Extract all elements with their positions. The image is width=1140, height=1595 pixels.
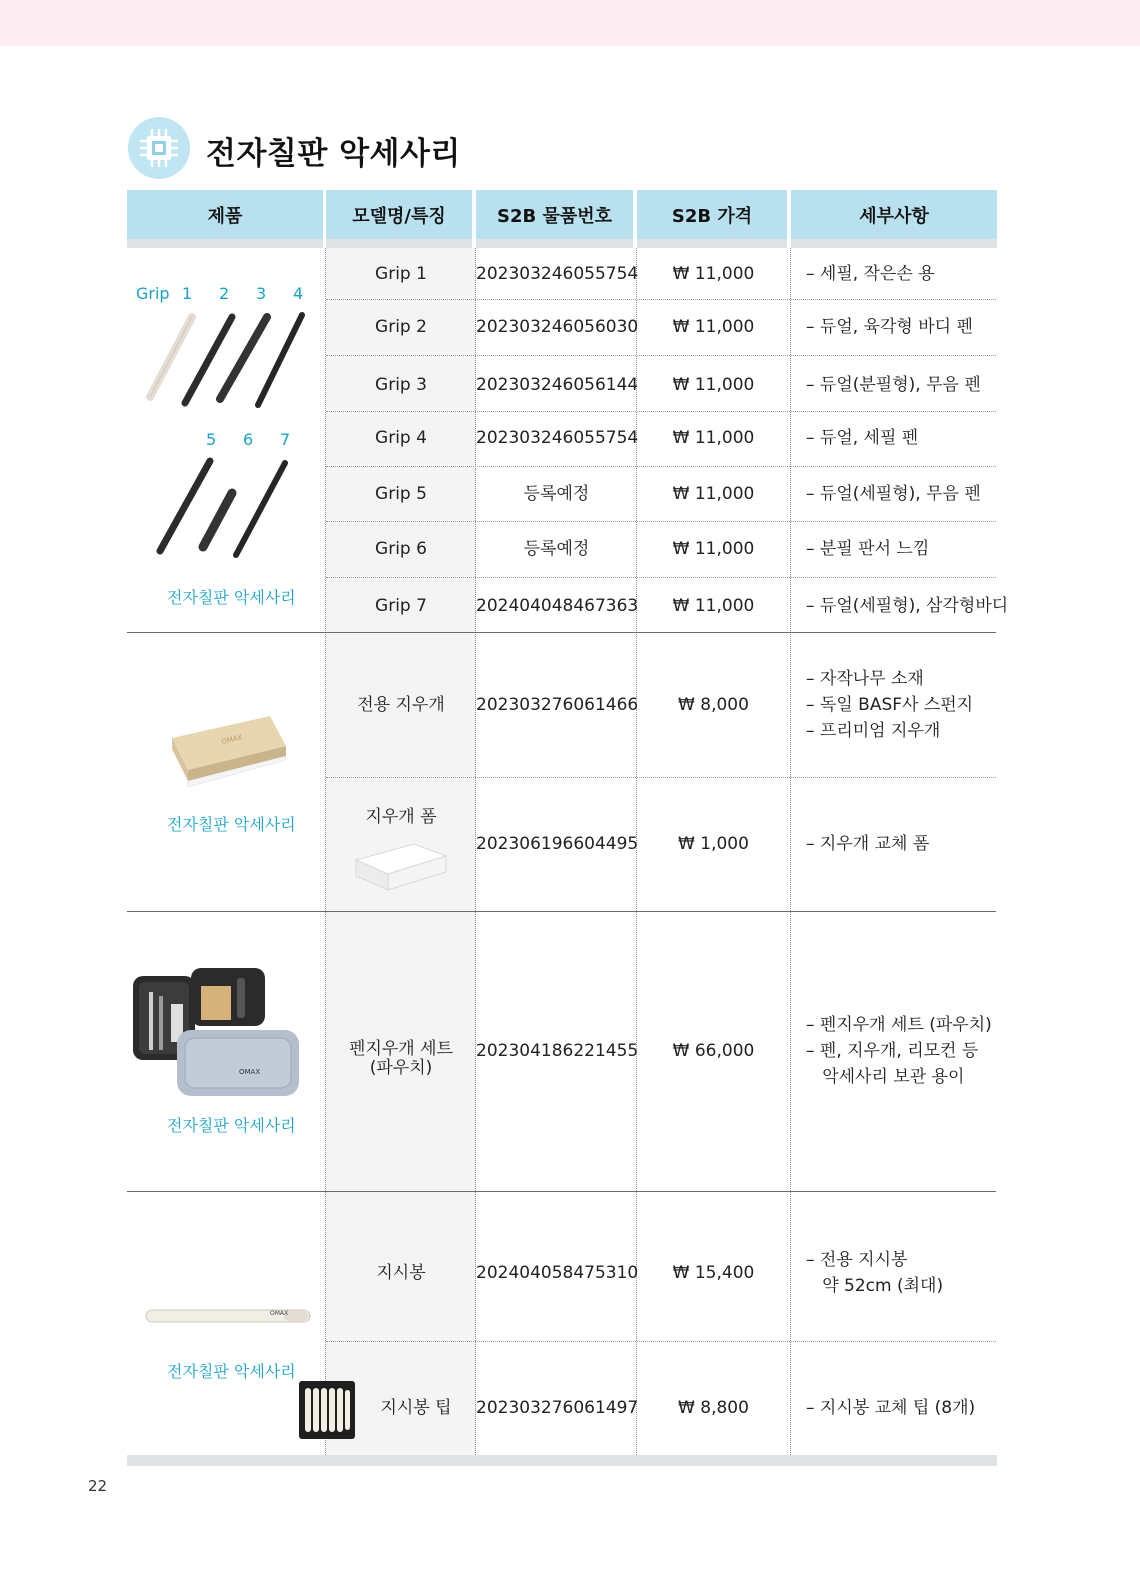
model-name: 지우개 폼 bbox=[365, 807, 437, 827]
price: ₩ 11,000 bbox=[672, 539, 755, 559]
price: ₩ 8,000 bbox=[678, 695, 749, 715]
pouch-image bbox=[131, 964, 303, 1099]
s2b-number: 등록예정 bbox=[523, 484, 590, 504]
price: ₩ 11,000 bbox=[672, 484, 755, 504]
row-divider bbox=[326, 777, 996, 778]
model-name: Grip 2 bbox=[375, 317, 427, 337]
model-name: Grip 3 bbox=[375, 375, 427, 395]
grip-number: 2 bbox=[219, 284, 230, 303]
price: ₩ 11,000 bbox=[672, 428, 755, 448]
header-underbar bbox=[127, 239, 323, 248]
s2b-number: 202303246055754 bbox=[476, 428, 639, 448]
category-label: 전자칠판 악세사리 bbox=[167, 815, 296, 834]
grip-number: 6 bbox=[243, 430, 254, 449]
category-label: 전자칠판 악세사리 bbox=[167, 588, 296, 607]
model-name: Grip 5 bbox=[375, 484, 427, 504]
pens-image-5-7 bbox=[150, 455, 300, 560]
row-divider bbox=[326, 1341, 996, 1342]
price: ₩ 66,000 bbox=[672, 1041, 755, 1061]
table-bottom-bar bbox=[127, 1455, 997, 1466]
model-name-line: (파우치) bbox=[369, 1058, 433, 1078]
details: – 세필, 작은손 용 bbox=[806, 264, 935, 284]
s2b-number: 202404048467363 bbox=[476, 596, 639, 616]
header-product: 제품 bbox=[127, 190, 323, 239]
details: – 자작나무 소재 bbox=[806, 669, 924, 689]
header-underbar bbox=[476, 239, 633, 248]
model-name: Grip 6 bbox=[375, 539, 427, 559]
s2b-number: 202303246055754 bbox=[476, 264, 639, 284]
details: – 지시봉 교체 팁 (8개) bbox=[806, 1398, 976, 1418]
column-divider bbox=[790, 248, 791, 1455]
brand-logo: OMAX bbox=[270, 1310, 289, 1317]
grip-label: Grip bbox=[136, 284, 170, 303]
row-divider bbox=[326, 466, 996, 467]
details: – 듀얼, 세필 펜 bbox=[806, 428, 919, 448]
group-divider bbox=[127, 911, 996, 912]
grip-number: 1 bbox=[182, 284, 193, 303]
row-divider bbox=[326, 411, 996, 412]
details: – 프리미엄 지우개 bbox=[806, 721, 941, 741]
row-divider bbox=[326, 521, 996, 522]
model-name-line: 펜지우개 세트 bbox=[349, 1039, 453, 1059]
eraser-image bbox=[162, 708, 294, 793]
header-underbar bbox=[637, 239, 787, 248]
price: ₩ 1,000 bbox=[678, 834, 749, 854]
group-divider bbox=[127, 632, 996, 633]
header-number: S2B 물품번호 bbox=[476, 190, 633, 239]
s2b-number: 202303246056144 bbox=[476, 375, 639, 395]
price: ₩ 11,000 bbox=[672, 264, 755, 284]
pointer-tips-image bbox=[298, 1380, 356, 1440]
model-name bbox=[326, 1040, 476, 1078]
details: – 펜지우개 세트 (파우치) bbox=[806, 1015, 992, 1035]
model-name: 지시봉 bbox=[376, 1263, 426, 1283]
grip-number: 4 bbox=[293, 284, 304, 303]
model-name: 지시봉 팁 bbox=[380, 1398, 452, 1418]
details: 악세사리 보관 용이 bbox=[806, 1067, 965, 1087]
details: – 독일 BASF사 스펀지 bbox=[806, 695, 974, 715]
s2b-number: 202404058475310 bbox=[476, 1263, 639, 1283]
s2b-number: 202303276061466 bbox=[476, 695, 639, 715]
chip-icon bbox=[128, 117, 190, 179]
header-underbar bbox=[791, 239, 997, 248]
details: – 듀얼, 육각형 바디 펜 bbox=[806, 317, 973, 337]
details: – 지우개 교체 폼 bbox=[806, 834, 930, 854]
foam-image bbox=[352, 838, 450, 893]
model-name: Grip 4 bbox=[375, 428, 427, 448]
s2b-number: 202304186221455 bbox=[476, 1041, 639, 1061]
pointer-image bbox=[144, 1302, 312, 1330]
grip-number: 3 bbox=[256, 284, 267, 303]
details: – 듀얼(분필형), 무음 펜 bbox=[806, 375, 981, 395]
brand-logo: OMAX bbox=[220, 733, 244, 746]
page-number: 22 bbox=[88, 1477, 108, 1495]
model-name: Grip 7 bbox=[375, 596, 427, 616]
row-divider bbox=[326, 577, 996, 578]
model-name: Grip 1 bbox=[375, 264, 427, 284]
price: ₩ 11,000 bbox=[672, 375, 755, 395]
category-label: 전자칠판 악세사리 bbox=[167, 1116, 296, 1135]
price: ₩ 11,000 bbox=[672, 317, 755, 337]
header-model: 모델명/특징 bbox=[326, 190, 472, 239]
details: – 전용 지시봉 bbox=[806, 1250, 908, 1270]
category-label: 전자칠판 악세사리 bbox=[167, 1362, 296, 1381]
brand-logo: OMAX bbox=[239, 1068, 261, 1076]
row-divider bbox=[326, 355, 996, 356]
header-details: 세부사항 bbox=[791, 190, 997, 239]
details: – 듀얼(세필형), 삼각형바디 bbox=[806, 596, 1009, 616]
row-divider bbox=[326, 299, 996, 300]
details: – 듀얼(세필형), 무음 펜 bbox=[806, 484, 981, 504]
details: 약 52cm (최대) bbox=[806, 1276, 944, 1296]
header-price: S2B 가격 bbox=[637, 190, 787, 239]
s2b-number: 202306196604495 bbox=[476, 834, 639, 854]
details: – 분필 판서 느낌 bbox=[806, 539, 930, 559]
model-name: 전용 지우개 bbox=[357, 695, 445, 715]
price: ₩ 15,400 bbox=[672, 1263, 755, 1283]
grip-number: 7 bbox=[280, 430, 291, 449]
price: ₩ 11,000 bbox=[672, 596, 755, 616]
pens-image-1-4 bbox=[132, 305, 312, 410]
top-band bbox=[0, 0, 1140, 46]
grip-number: 5 bbox=[206, 430, 217, 449]
group-divider bbox=[127, 1191, 996, 1192]
s2b-number: 202303276061497 bbox=[476, 1398, 639, 1418]
header-underbar bbox=[326, 239, 472, 248]
price: ₩ 8,800 bbox=[678, 1398, 749, 1418]
details: – 펜, 지우개, 리모컨 등 bbox=[806, 1041, 979, 1061]
s2b-number: 202303246056030 bbox=[476, 317, 639, 337]
page-title: 전자칠판 악세사리 bbox=[206, 136, 461, 172]
s2b-number: 등록예정 bbox=[523, 539, 590, 559]
